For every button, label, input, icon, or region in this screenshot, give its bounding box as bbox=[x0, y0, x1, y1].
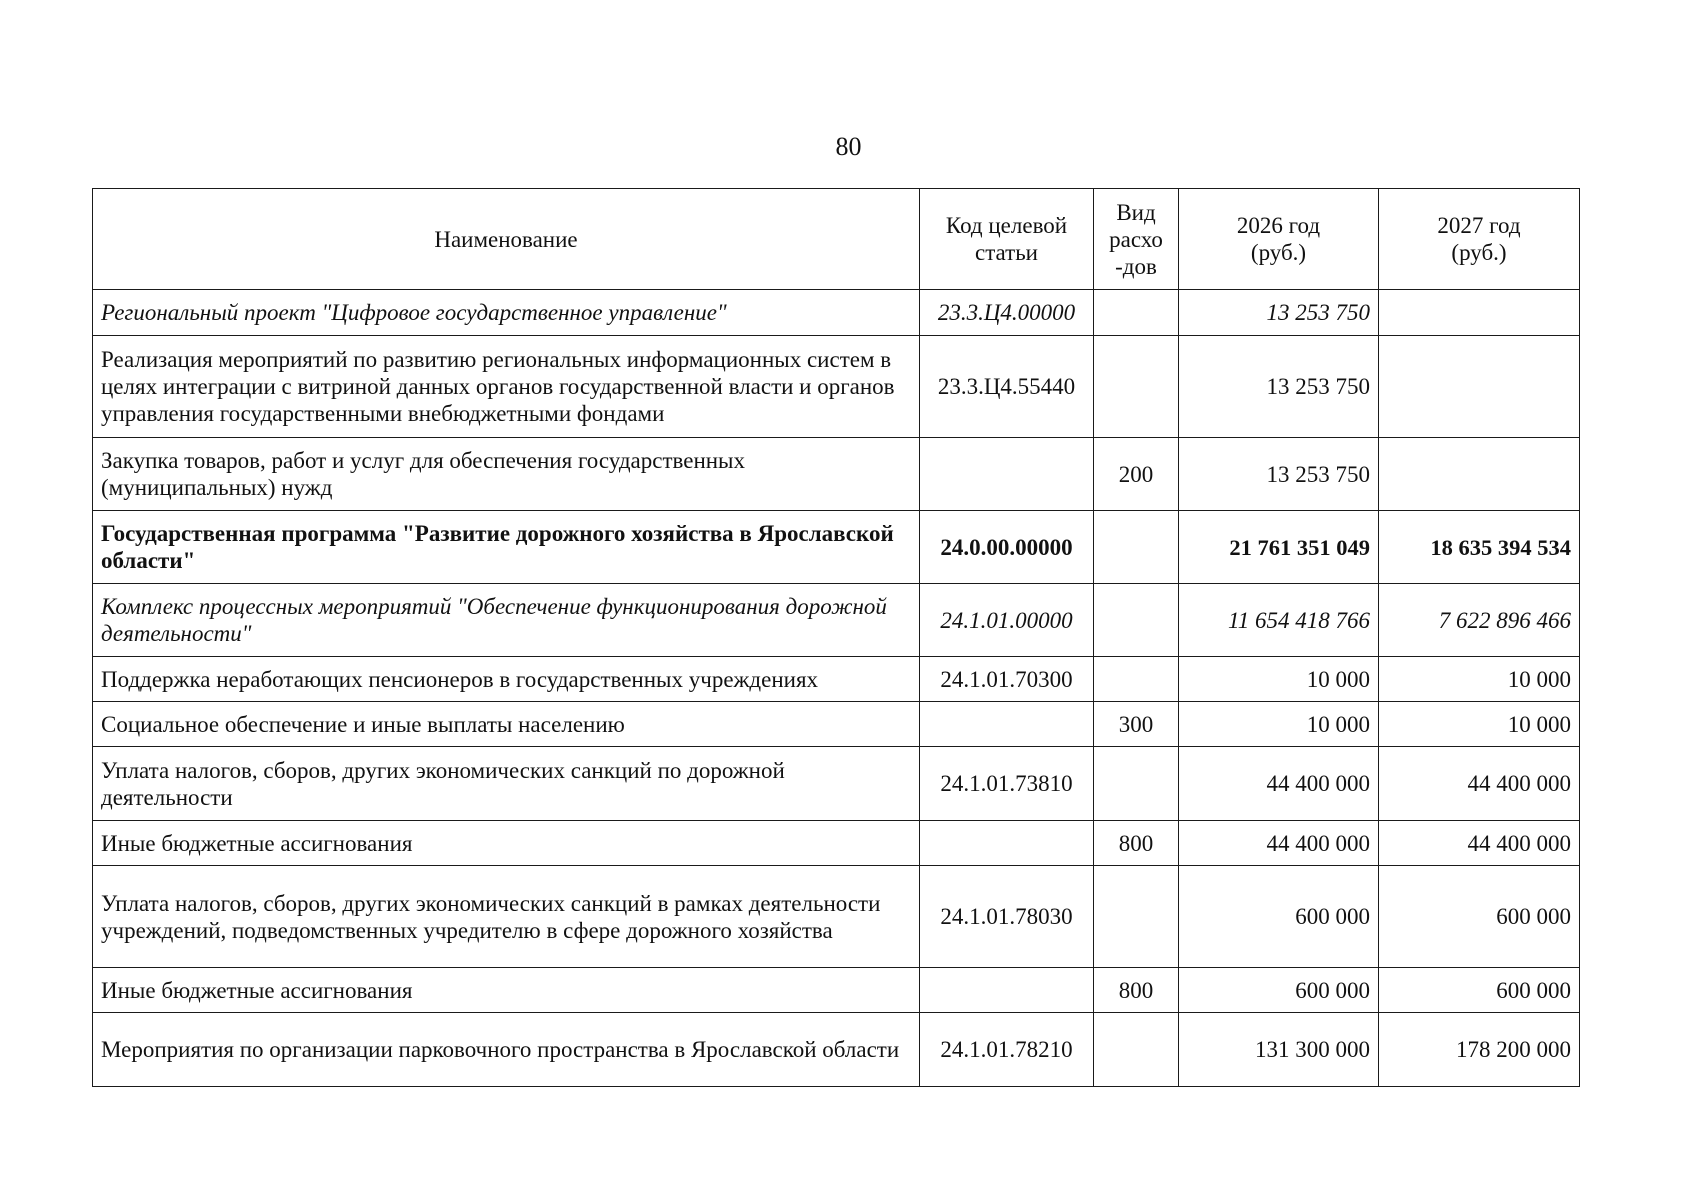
row-2027-cell bbox=[1379, 336, 1580, 438]
row-code-cell bbox=[920, 821, 1094, 866]
row-name-cell: Социальное обеспечение и иные выплаты населению bbox=[93, 702, 920, 747]
row-name-cell: Закупка товаров, работ и услуг для обеспечения государственных (муниципальных) нужд bbox=[93, 438, 920, 511]
row-2027-cell: 18 635 394 534 bbox=[1379, 511, 1580, 584]
table-row bbox=[93, 702, 1580, 747]
row-2026-cell: 44 400 000 bbox=[1179, 747, 1379, 821]
row-2027-cell: 44 400 000 bbox=[1379, 747, 1580, 821]
row-2026-cell: 13 253 750 bbox=[1179, 290, 1379, 336]
header-name: Наименование bbox=[93, 189, 920, 290]
table-row bbox=[93, 866, 1580, 968]
row-2026-cell: 10 000 bbox=[1179, 702, 1379, 747]
row-2027-cell bbox=[1379, 438, 1580, 511]
row-2027-cell: 10 000 bbox=[1379, 657, 1580, 702]
header-vid bbox=[1094, 189, 1179, 290]
row-2027-cell: 7 622 896 466 bbox=[1379, 584, 1580, 657]
row-code-cell bbox=[920, 438, 1094, 511]
row-2027-cell: 600 000 bbox=[1379, 866, 1580, 968]
table-row bbox=[93, 821, 1580, 866]
row-vid-cell: 800 bbox=[1094, 821, 1179, 866]
row-2026-cell: 600 000 bbox=[1179, 968, 1379, 1013]
row-2027-cell: 178 200 000 bbox=[1379, 1013, 1580, 1087]
row-name-cell: Реализация мероприятий по развитию региональных информационных систем в целях интеграции с витриной данных органов государственной власти и органов управления государственными внебюджетными фондами bbox=[93, 336, 920, 438]
row-vid-cell bbox=[1094, 584, 1179, 657]
header-2026 bbox=[1179, 189, 1379, 290]
header-code bbox=[920, 189, 1094, 290]
row-2026-cell: 11 654 418 766 bbox=[1179, 584, 1379, 657]
row-code-cell: 23.3.Ц4.55440 bbox=[920, 336, 1094, 438]
row-code-cell: 24.1.01.00000 bbox=[920, 584, 1094, 657]
row-vid-cell: 300 bbox=[1094, 702, 1179, 747]
header-2027 bbox=[1379, 189, 1580, 290]
row-vid-cell bbox=[1094, 336, 1179, 438]
row-vid-cell: 800 bbox=[1094, 968, 1179, 1013]
budget-table bbox=[92, 188, 1580, 1087]
table-row bbox=[93, 584, 1580, 657]
row-name-cell: Поддержка неработающих пенсионеров в государственных учреждениях bbox=[93, 657, 920, 702]
row-code-cell: 24.1.01.78210 bbox=[920, 1013, 1094, 1087]
row-name-cell: Комплекс процессных мероприятий "Обеспечение функционирования дорожной деятельности" bbox=[93, 584, 920, 657]
row-2026-cell: 131 300 000 bbox=[1179, 1013, 1379, 1087]
table-row bbox=[93, 657, 1580, 702]
table-row bbox=[93, 968, 1580, 1013]
row-code-cell bbox=[920, 968, 1094, 1013]
row-name-cell: Уплата налогов, сборов, других экономических санкций по дорожной деятельности bbox=[93, 747, 920, 821]
row-vid-cell bbox=[1094, 866, 1179, 968]
row-name-cell: Региональный проект "Цифровое государственное управление" bbox=[93, 290, 920, 336]
row-2026-cell: 44 400 000 bbox=[1179, 821, 1379, 866]
row-2027-cell: 10 000 bbox=[1379, 702, 1580, 747]
row-vid-cell bbox=[1094, 1013, 1179, 1087]
row-vid-cell bbox=[1094, 511, 1179, 584]
row-code-cell bbox=[920, 702, 1094, 747]
header-vid-text: Вид расхо-дов bbox=[1109, 199, 1163, 279]
row-vid-cell bbox=[1094, 747, 1179, 821]
row-2026-cell: 13 253 750 bbox=[1179, 336, 1379, 438]
row-vid-cell: 200 bbox=[1094, 438, 1179, 511]
header-code-text: Код целевой статьи bbox=[945, 213, 1068, 265]
row-2027-cell: 44 400 000 bbox=[1379, 821, 1580, 866]
row-vid-cell bbox=[1094, 290, 1179, 336]
row-name-cell: Иные бюджетные ассигнования bbox=[93, 821, 920, 866]
row-code-cell: 24.1.01.73810 bbox=[920, 747, 1094, 821]
row-vid-cell bbox=[1094, 657, 1179, 702]
table-row bbox=[93, 438, 1580, 511]
table-row bbox=[93, 290, 1580, 336]
row-name-cell: Государственная программа "Развитие дорожного хозяйства в Ярославской области" bbox=[93, 511, 920, 584]
header-2026-text: 2026 год (руб.) bbox=[1236, 213, 1321, 265]
row-name-cell: Мероприятия по организации парковочного пространства в Ярославской области bbox=[93, 1013, 920, 1087]
table-row bbox=[93, 511, 1580, 584]
row-2027-cell: 600 000 bbox=[1379, 968, 1580, 1013]
row-2027-cell bbox=[1379, 290, 1580, 336]
row-code-cell: 24.1.01.78030 bbox=[920, 866, 1094, 968]
row-2026-cell: 21 761 351 049 bbox=[1179, 511, 1379, 584]
row-code-cell: 23.3.Ц4.00000 bbox=[920, 290, 1094, 336]
table-row bbox=[93, 1013, 1580, 1087]
table-header-row bbox=[93, 189, 1580, 290]
row-name-cell: Уплата налогов, сборов, других экономических санкций в рамках деятельности учреждений, подведомственных учредителю в сфере дорожного хозяйства bbox=[93, 866, 920, 968]
table-row bbox=[93, 747, 1580, 821]
row-code-cell: 24.0.00.00000 bbox=[920, 511, 1094, 584]
page-number: 80 bbox=[835, 132, 862, 161]
table-body bbox=[93, 290, 1580, 1087]
row-2026-cell: 13 253 750 bbox=[1179, 438, 1379, 511]
row-code-cell: 24.1.01.70300 bbox=[920, 657, 1094, 702]
table-row bbox=[93, 336, 1580, 438]
row-name-cell: Иные бюджетные ассигнования bbox=[93, 968, 920, 1013]
row-2026-cell: 600 000 bbox=[1179, 866, 1379, 968]
row-2026-cell: 10 000 bbox=[1179, 657, 1379, 702]
header-2027-text: 2027 год (руб.) bbox=[1437, 213, 1521, 265]
